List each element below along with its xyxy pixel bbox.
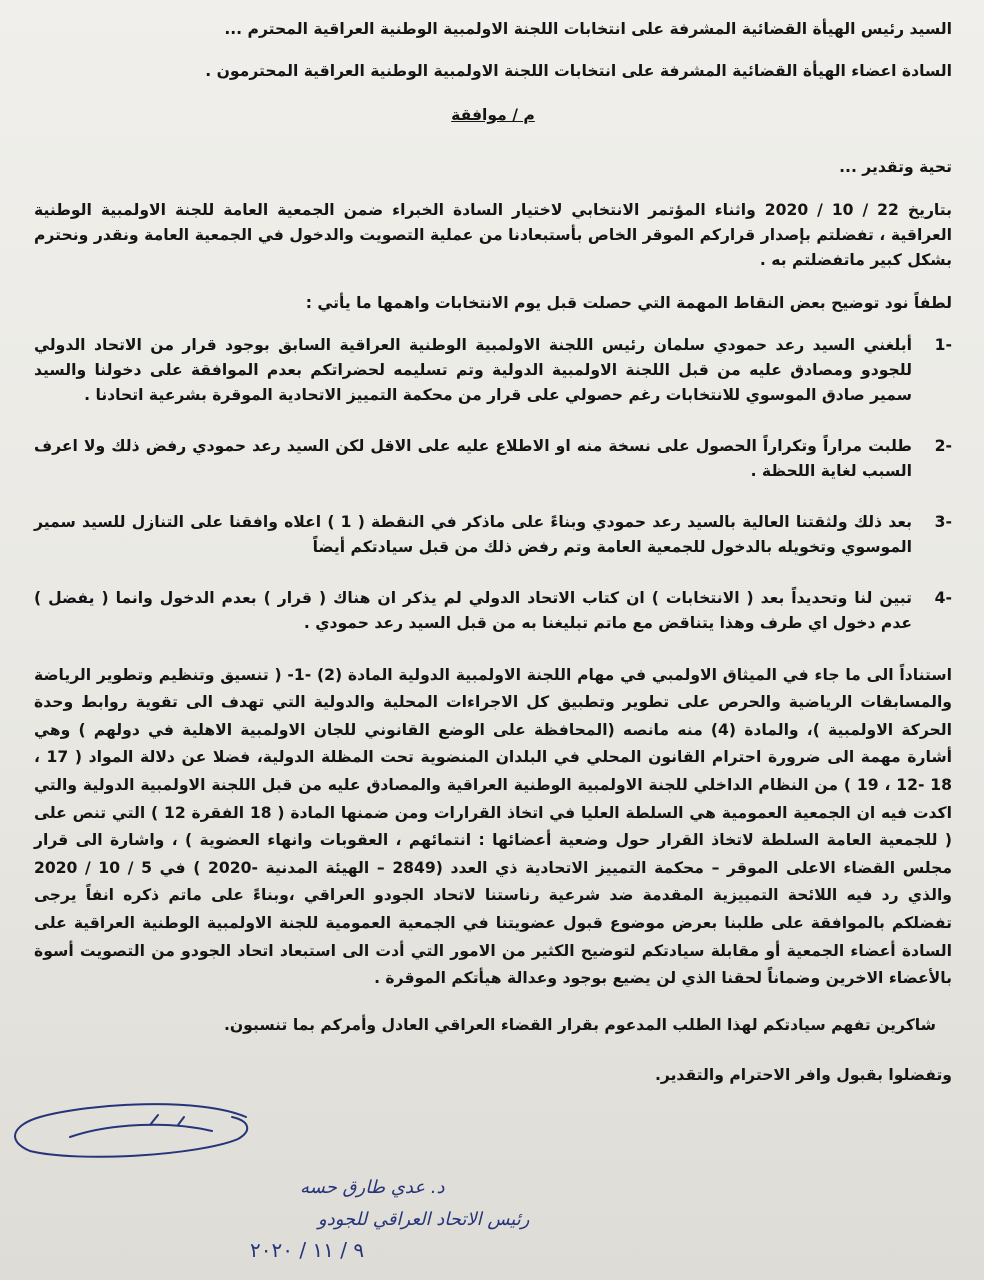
points-intro: لطفاً نود توضيح بعض النقاط المهمة التي حصلت قبل يوم الانتخابات واهمها ما يأتي : bbox=[305, 294, 952, 312]
letter-body bbox=[34, 14, 952, 1104]
point-item bbox=[34, 510, 952, 560]
point-number: -1 bbox=[934, 335, 952, 354]
legal-paragraph: استناداً الى ما جاء في الميثاق الاولمبي في مهام اللجنة الاولمبية الدولية المادة (2) -1- ( تنسيق وتنظيم وتطوير الرياضة والمسابقات الرياضية والحرص على تطوير وتطبيق كل الاجراءات المحلية والدولية التي تهدف الى تقوية روابط وحدة الحركة الاولمبية )، والمادة (4) منه مانصه (المحافظة على الوضع القانوني للجان الاولمبية الاهلية في دولهم ) وهي أشارة مهمة الى ضرورة احترام القانون المحلي في البلدان المنضوية تحت المظلة الدولية، فضلا عن دلالة المواد ( 17 ، 18 -12 ، 19 ) من النظام الداخلي للجنة الاولمبية الوطنية العراقية والمصادق عليه من قبل اللجنة الاولمبية الدولية والتي اكدت فيه ان الجمعية العمومية هي السلطة العليا في اتخاذ القرارات ومن ضمنها المادة ( 18 الفقرة 12 ) التي تنص على ( للجمعية العامة السلطة لاتخاذ القرار حول وضعية أعضائها : انتمائهم ، العقوبات وانهاء العضوية ) ، واشارة الى قرار مجلس القضاء الاعلى الموقر – محكمة التمييز الاتحادية ذي العدد (2849 – الهيئة المدنية -2020 ) في 5 / 10 / 2020 والذي رد فيه اللائحة التمييزية المقدمة ضد شرعية رناستنا لاتحاد الجودو العراقي ،وبناءً على ماتم ذكره انفاً يرجى تفضلكم بالموافقة على طلبنا بعرض موضوع قبول عضويتنا في الجمعية العمومية للجنة الاولمبية الوطنية العراقية على السادة أعضاء الجمعية أو مقابلة سيادتكم لتوضيح الكثير من الامور التي أدت الى استبعاد اتحاد الجودو من التصويت أسوة بالأعضاء الاخرين وضماناً لحقنا الذي لن يضيع بوجود وعدالة هيأتكم الموقرة . bbox=[34, 665, 952, 988]
handwritten-signature bbox=[0, 1095, 530, 1270]
intro-paragraph: بتاريخ 22 / 10 / 2020 واثناء المؤتمر الانتخابي لاختيار السادة الخبراء ضمن الجمعية العامة للجنة الاولمبية الوطنية العراقية ، تفضلتم بإصدار قراركم الموقر الخاص بأستبعادنا من عملية التصويت والدخول في الجمعية العامة ونقدر ونحترم بشكل كبير ماتفضلتم به . bbox=[34, 201, 952, 269]
greeting: تحية وتقدير ... bbox=[839, 158, 952, 176]
points-list bbox=[34, 333, 952, 636]
point-number: -2 bbox=[934, 436, 952, 455]
point-item bbox=[34, 586, 952, 636]
signature-title: رئيس الاتحاد العراقي للجودو bbox=[318, 1209, 530, 1230]
point-text: طلبت مراراً وتكراراً الحصول على نسخة منه او الاطلاع عليه على الاقل لكن السيد رعد حمودي رفض ذلك ولا اعرف السبب لغاية اللحظة . bbox=[34, 436, 912, 480]
point-text: أبلغني السيد رعد حمودي سلمان رئيس اللجنة الاولمبية الوطنية العراقية السابق بوجود قرار من الاتحاد الدولي للجودو ومصادق عليه من قبل اللجنة الاولمبية الدولية وتم تسليمه لحضراتكم بعدم الموافقة على دخولنا والسيد سمير صادق الموسوي للانتخابات رغم حصولي على قرار من محكمة التمييز الاتحادية الموقرة بشرعية اتحادنا . bbox=[34, 335, 912, 404]
point-text: تبين لنا وتحديداً بعد ( الانتخابات ) ان كتاب الاتحاد الدولي لم يذكر ان هناك ( قرار ) بعدم الدخول وانما ( يفضل ) عدم دخول اي طرف وهذا يتناقض مع ماتم تبليغنا به من قبل السيد رعد حمودي . bbox=[34, 588, 912, 632]
closing-line: شاكرين تفهم سيادتكم لهذا الطلب المدعوم بقرار القضاء العراقي العادل وأمركم بما تنسبون. bbox=[223, 1015, 936, 1034]
point-number: -3 bbox=[934, 512, 952, 531]
signature-name: د. عدي طارق حسه bbox=[300, 1177, 445, 1198]
point-item bbox=[34, 434, 952, 484]
point-item bbox=[34, 333, 952, 408]
header-line-president: السيد رئيس الهيأة القضائية المشرفة على انتخابات اللجنة الاولمبية الوطنية العراقية المحترم ... bbox=[224, 20, 952, 38]
header-line-members: السادة اعضاء الهيأة القضائية المشرفة على انتخابات اللجنة الاولمبية الوطنية العراقية المحترمون . bbox=[205, 62, 952, 80]
signature-inner-stroke bbox=[70, 1115, 212, 1137]
point-text: بعد ذلك ولثقتنا العالية بالسيد رعد حمودي وبناءً على ماذكر في النقطة ( 1 ) اعلاه وافقنا على التنازل للسيد سمير الموسوي وتخويله بالدخول للجمعية العامة وتم رفض ذلك من قبل سيادتكم أيضاً bbox=[34, 512, 912, 556]
subject-line: م / موافقة bbox=[451, 106, 535, 124]
regards-line: وتفضلوا بقبول وافر الاحترام والتقدير. bbox=[654, 1065, 952, 1084]
signature-date: ٩ / ١١ / ٢٠٢٠ bbox=[250, 1238, 365, 1262]
point-number: -4 bbox=[934, 588, 952, 607]
